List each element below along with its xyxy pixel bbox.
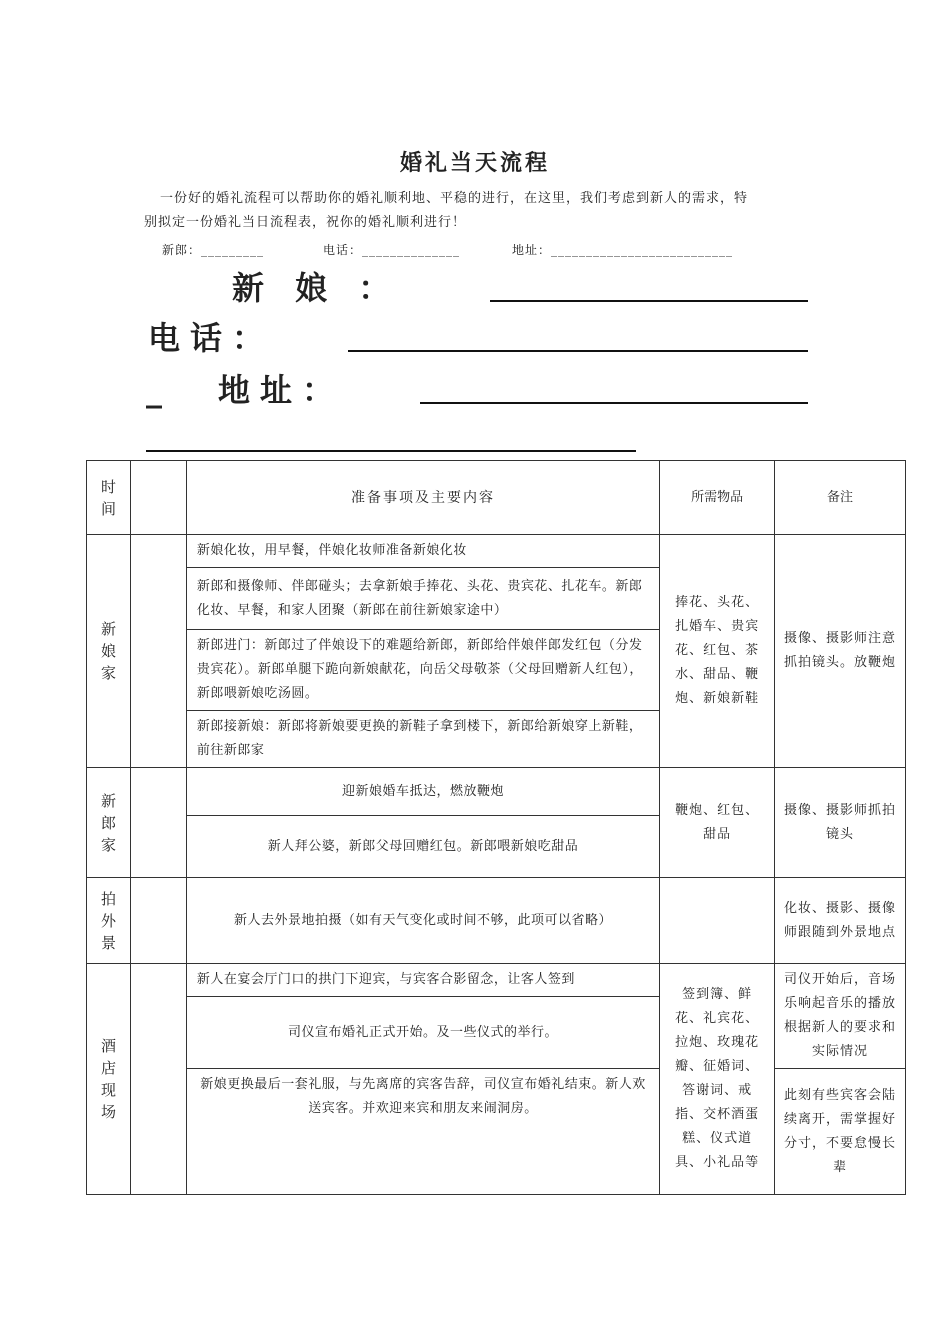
address-line bbox=[420, 402, 808, 404]
notes-cell: 化妆、摄影、摄像师跟随到外景地点 bbox=[775, 878, 906, 964]
groom-field: 新郎：_________ bbox=[162, 243, 265, 257]
lead-underscore: _ bbox=[146, 371, 162, 409]
items-cell: 签到簿、鲜花、礼宾花、拉炮、玫瑰花瓣、征婚词、答谢词、戒指、交杯酒蛋糕、仪式道具、小礼品等 bbox=[660, 964, 775, 1195]
row-content: 新人去外景地拍摄（如有天气变化或时间不够，此项可以省略） bbox=[186, 878, 659, 964]
header-row bbox=[87, 461, 906, 535]
header-notes: 备注 bbox=[775, 461, 906, 535]
bride-label: 新 娘 ： bbox=[232, 269, 401, 307]
bride-line bbox=[490, 300, 808, 302]
big-address-label: 地址： bbox=[218, 371, 345, 409]
section-groom-home: 新郎家 bbox=[87, 768, 131, 878]
notes-cell-2: 此刻有些宾客会陆续离开，需掌握好分寸，不要怠慢长辈 bbox=[775, 1069, 906, 1195]
table-row bbox=[87, 964, 906, 997]
row-content: 迎新娘婚车抵达，燃放鞭炮 bbox=[186, 768, 659, 816]
row-content: 新人拜公婆，新郎父母回赠红包。新郎喂新娘吃甜品 bbox=[186, 816, 659, 878]
row-content: 新郎和摄像师、伴郎碰头；去拿新娘手捧花、头花、贵宾花、扎花车。新郎化妆、早餐，和家人团聚（新郎在前往新娘家途中） bbox=[186, 568, 659, 630]
intro-line-2: 别拟定一份婚礼当日流程表，祝你的婚礼顺利进行！ bbox=[144, 215, 467, 230]
header-items: 所需物品 bbox=[660, 461, 775, 535]
section-outdoor: 拍外景 bbox=[87, 878, 131, 964]
page-title: 婚礼当天流程 bbox=[399, 151, 550, 176]
section-bride-home: 新娘家 bbox=[87, 535, 131, 768]
row-content: 新娘更换最后一套礼服，与先离席的宾客告辞，司仪宣布婚礼结束。新人欢送宾客。并欢迎来宾和朋友来闹洞房。 bbox=[186, 1069, 659, 1195]
row-content: 新郎进门：新郎过了伴娘设下的难题给新郎，新郎给伴娘伴郎发红包（分发贵宾花）。新郎单腿下跪向新娘献花，向岳父母敬茶（父母回赠新人红包），新郎喂新娘吃汤圆。 bbox=[186, 630, 659, 711]
table-row bbox=[87, 535, 906, 568]
row-content: 司仪宣布婚礼正式开始。及一些仪式的举行。 bbox=[186, 997, 659, 1069]
phone-line bbox=[348, 350, 808, 352]
address-line-2 bbox=[146, 450, 636, 452]
phone-field: 电话：______________ bbox=[323, 243, 461, 257]
header-content: 准备事项及主要内容 bbox=[186, 461, 659, 535]
schedule-table bbox=[86, 460, 906, 1195]
address-field: 地址：__________________________ bbox=[512, 243, 734, 257]
table-row bbox=[87, 768, 906, 816]
table-row bbox=[87, 1069, 906, 1195]
notes-cell: 摄像、摄影师注意抓拍镜头。放鞭炮 bbox=[775, 535, 906, 768]
notes-cell: 司仪开始后，音场乐响起音乐的播放根据新人的要求和实际情况 bbox=[775, 964, 906, 1069]
items-cell: 捧花、头花、扎婚车、贵宾花、红包、茶水、甜品、鞭炮、新娘新鞋 bbox=[660, 535, 775, 768]
items-cell bbox=[660, 878, 775, 964]
section-hotel: 酒店现场 bbox=[87, 964, 131, 1195]
notes-cell: 摄像、摄影师抓拍镜头 bbox=[775, 768, 906, 878]
row-content: 新人在宴会厅门口的拱门下迎宾，与宾客合影留念，让客人签到 bbox=[186, 964, 659, 997]
items-cell: 鞭炮、红包、甜品 bbox=[660, 768, 775, 878]
header-time: 时间 bbox=[87, 461, 131, 535]
table-row bbox=[87, 878, 906, 964]
intro-line-1: 一份好的婚礼流程可以帮助你的婚礼顺利地、平稳的进行，在这里，我们考虑到新人的需求，特 bbox=[160, 191, 749, 206]
big-phone-label: 电话： bbox=[148, 319, 275, 357]
row-content: 新郎接新娘：新郎将新娘要更换的新鞋子拿到楼下，新郎给新娘穿上新鞋，前往新郎家 bbox=[186, 711, 659, 768]
row-content: 新娘化妆，用早餐，伴娘化妆师准备新娘化妆 bbox=[186, 535, 659, 568]
